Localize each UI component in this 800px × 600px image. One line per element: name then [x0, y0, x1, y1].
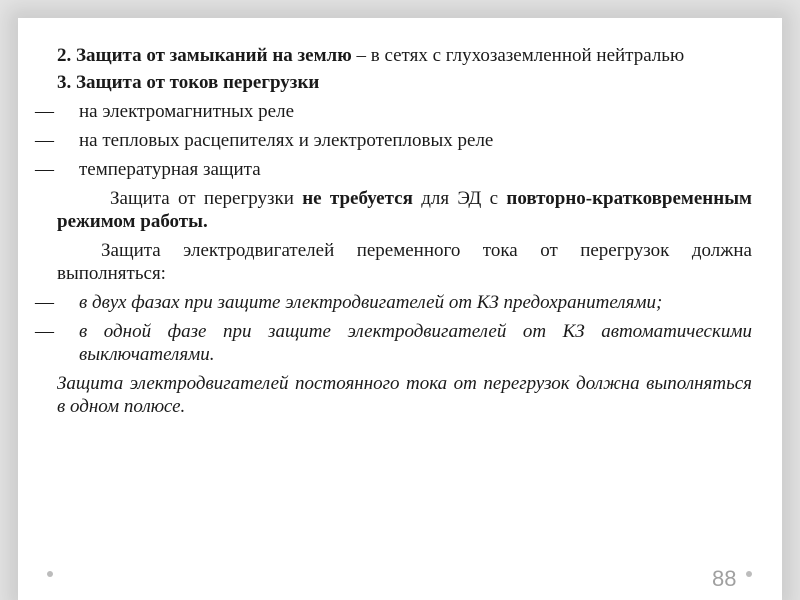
list-item	[35, 158, 752, 181]
paragraph-bold-text: повторно-кратковременным режимом работы.	[57, 188, 752, 232]
heading-ground-fault-description: – в сетях с глухозаземленной нейтралью	[351, 45, 685, 66]
heading-overload-protection	[57, 71, 752, 94]
list-item	[35, 291, 752, 314]
list-item	[35, 100, 752, 123]
heading-ground-fault-protection	[57, 44, 752, 67]
paragraph-text: для ЭД с	[412, 188, 507, 209]
slide-content	[35, 44, 752, 418]
paragraph-no-protection-needed	[57, 187, 752, 233]
list-item-text: в одной фазе при защите электродвигателей от КЗ автоматическими выключателями.	[79, 321, 752, 365]
paragraph-text: Защита от перегрузки	[110, 188, 303, 209]
list-item-text: на электромагнитных реле	[79, 101, 295, 122]
list-item	[35, 129, 752, 152]
paragraph-ac-motor-protection: Защита электродвигателей переменного тока от перегрузок должна выполняться:	[57, 240, 752, 284]
dash-marker: ―	[35, 130, 54, 151]
list-item-text: на тепловых расцепителях и электротепловых реле	[79, 130, 494, 151]
dash-marker: ―	[35, 292, 54, 313]
decorative-dot-left	[47, 571, 53, 577]
dash-marker: ―	[35, 321, 54, 342]
list-item-text: температурная защита	[79, 159, 261, 180]
decorative-dot-right	[746, 571, 752, 577]
list-item	[35, 320, 752, 366]
heading-overload-title: 3. Защита от токов перегрузки	[57, 72, 320, 93]
dash-marker: ―	[35, 159, 54, 180]
heading-ground-fault-title: 2. Защита от замыканий на землю	[57, 45, 352, 66]
dash-marker: ―	[35, 101, 54, 122]
paragraph-dc-motor-protection: Защита электродвигателей постоянного тока от перегрузок должна выполняться в одном полюсе.	[57, 373, 752, 417]
page-number: 88	[712, 566, 737, 591]
paragraph-bold-text: не требуется	[302, 188, 413, 209]
list-item-text: в двух фазах при защите электродвигателей от КЗ предохранителями;	[79, 292, 663, 313]
